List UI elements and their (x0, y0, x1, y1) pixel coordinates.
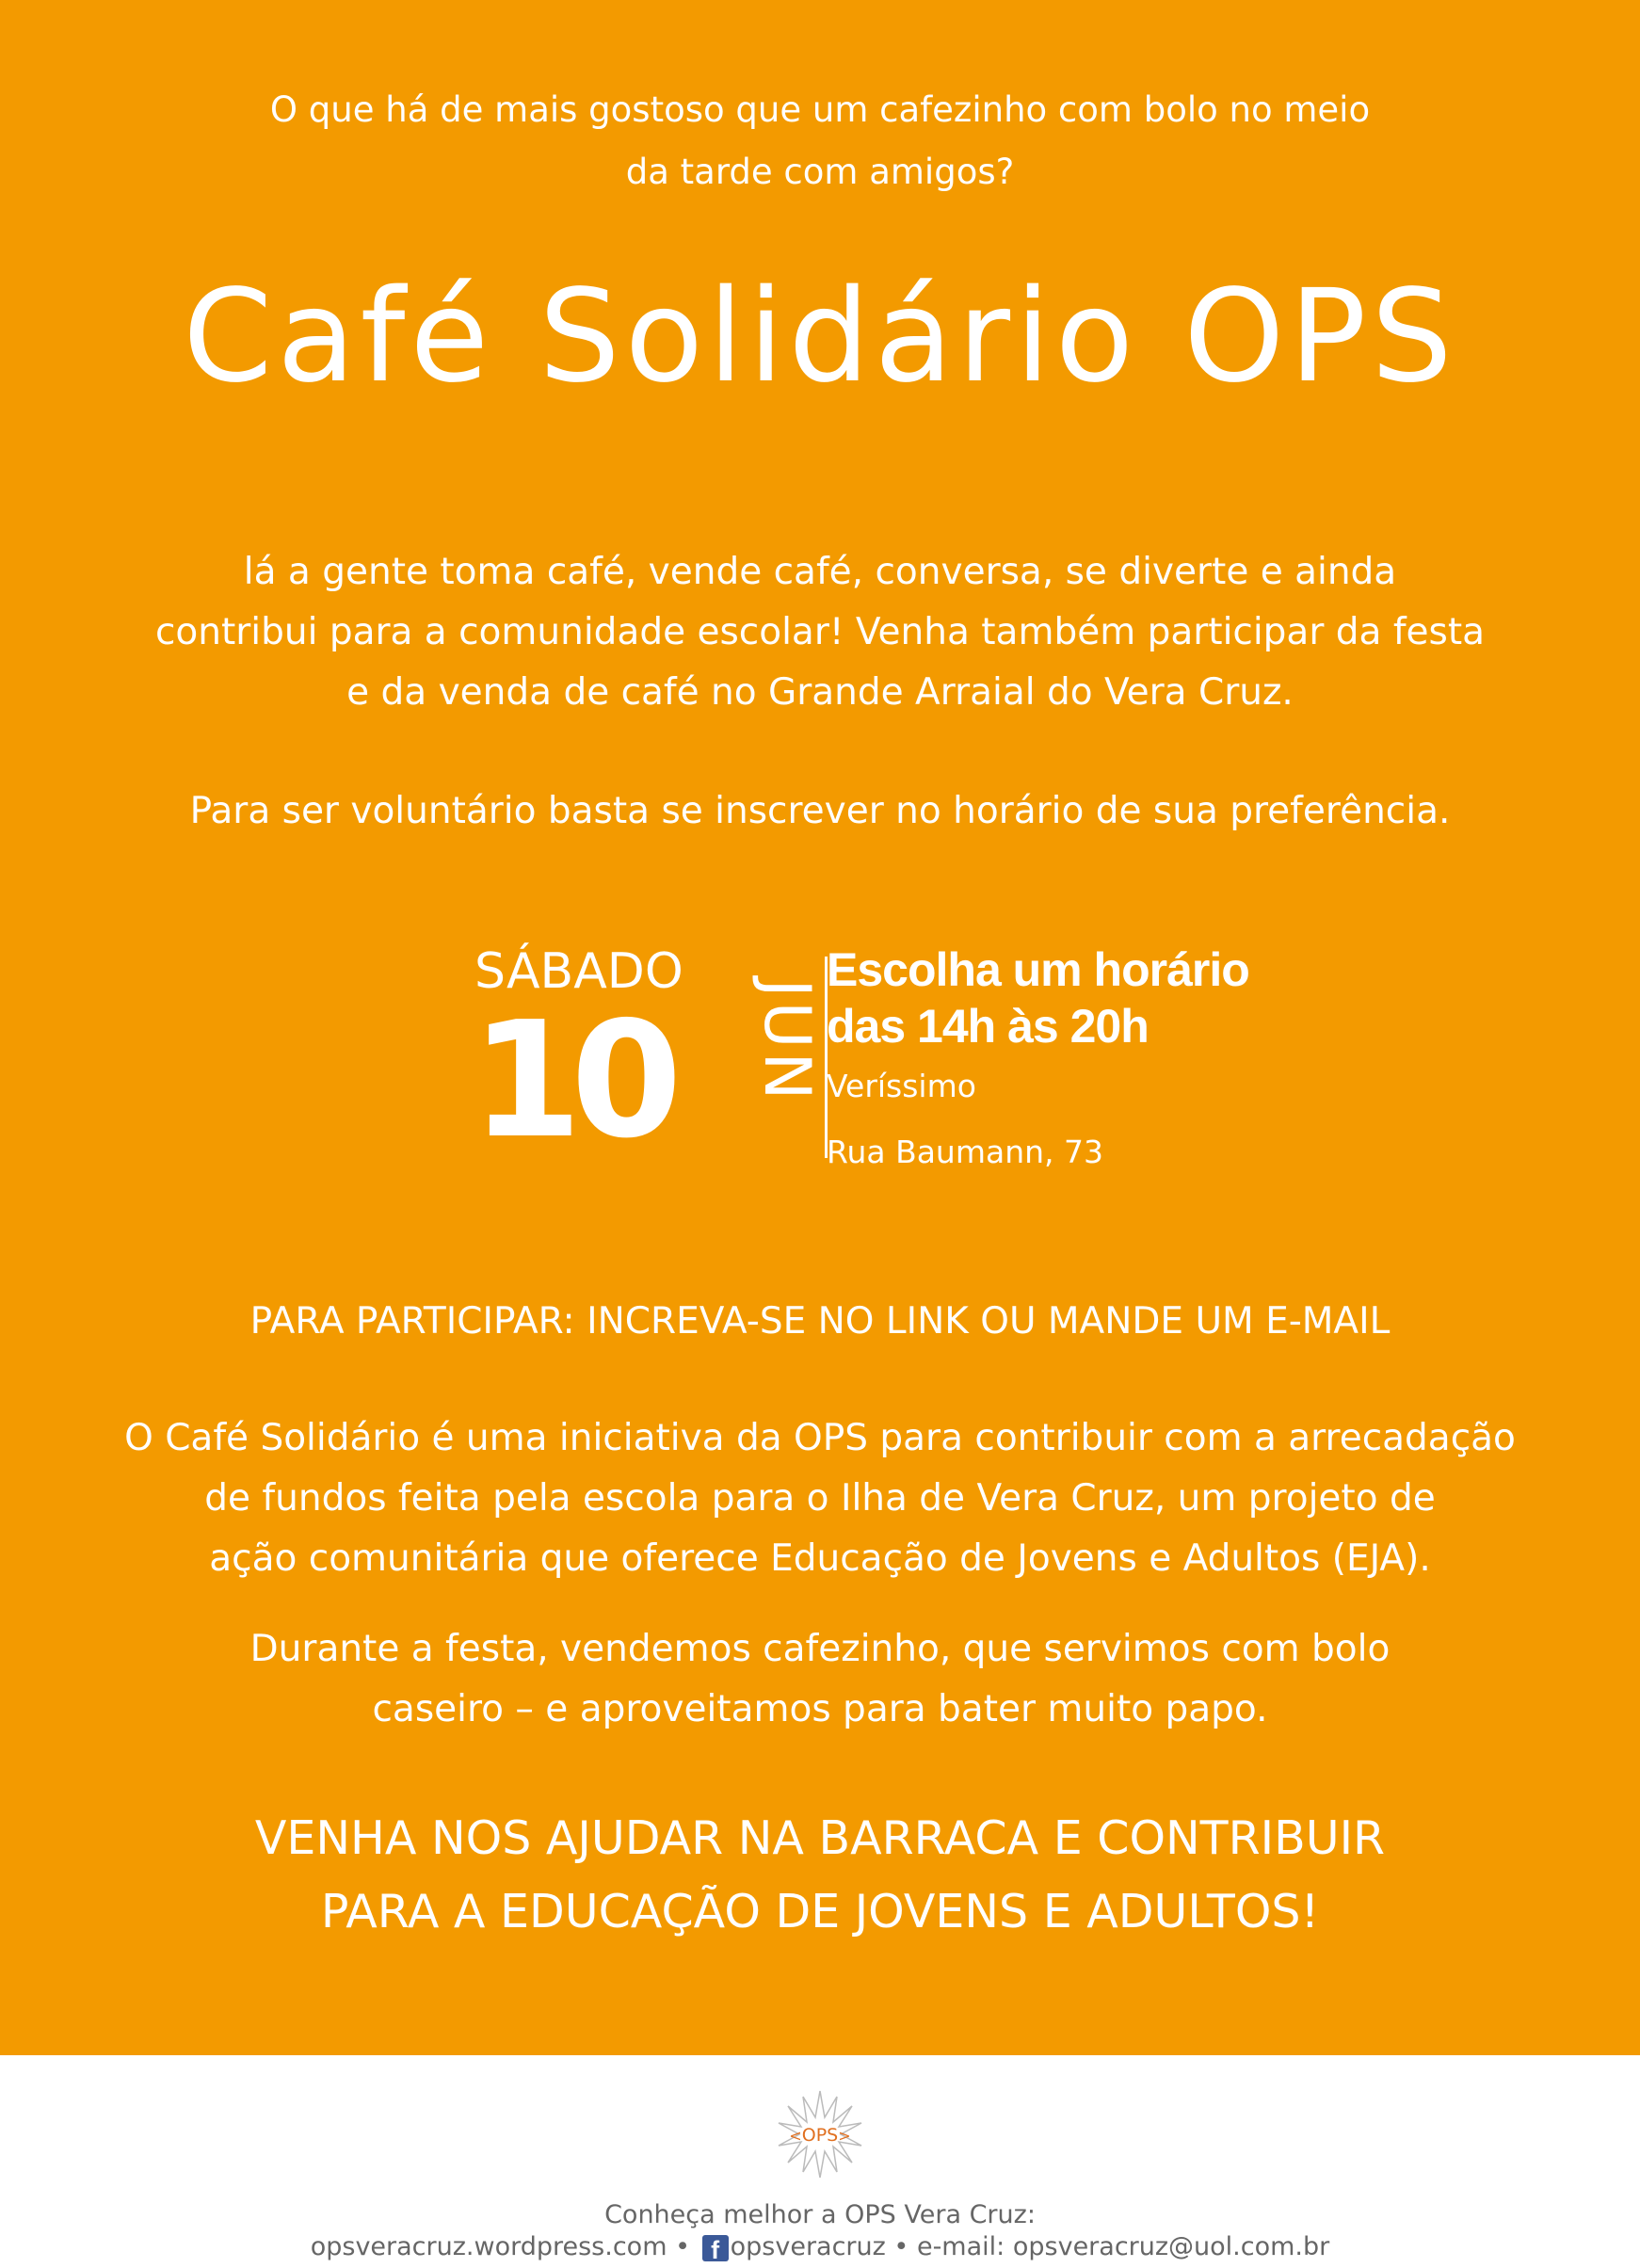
during-text (0, 1619, 1640, 1740)
help-call-to-action (0, 1802, 1640, 1949)
email-label: e-mail: (916, 2232, 1005, 2261)
intro-line: O que há de mais gostoso que um cafezinho com bolo no meio (269, 89, 1371, 130)
page-title: Café Solidário OPS (183, 263, 1457, 411)
intro-line: da tarde com amigos? (625, 152, 1015, 192)
event-day: 10 (471, 988, 671, 1174)
facebook-icon: f (702, 2235, 729, 2261)
email-link[interactable]: opsveracruz@uol.com.br (1012, 2232, 1330, 2261)
ops-logo-right-chevron-icon: > (838, 2127, 851, 2145)
ops-logo-left-chevron-icon: < (789, 2127, 802, 2145)
ops-logo (775, 2089, 865, 2180)
intro-text (0, 79, 1640, 203)
about-line: ação comunitária que oferece Educação de Jovens e Adultos (EJA). (209, 1537, 1431, 1580)
help-line: PARA A EDUCAÇÃO DE JOVENS E ADULTOS! (320, 1885, 1320, 1938)
description-line: lá a gente toma café, vende café, conversa, se diverte e ainda (243, 551, 1397, 593)
footer-separator: • (893, 2232, 909, 2261)
description (0, 542, 1640, 723)
volunteer-text: Para ser voluntário basta se inscrever no horário de sua preferência. (189, 790, 1451, 832)
website-link[interactable]: opsveracruz.wordpress.com (310, 2232, 667, 2261)
ops-logo-text: OPS (801, 2125, 839, 2146)
description-line: contribui para a comunidade escolar! Venha também participar da festa (154, 611, 1486, 653)
event-place: Veríssimo (827, 1068, 976, 1104)
event-choose-time: Escolha um horário (827, 943, 1249, 996)
event-month: JUN (749, 978, 824, 1104)
during-line: Durante a festa, vendemos cafezinho, que servimos com bolo (249, 1628, 1391, 1670)
footer-know-more: Conheça melhor a OPS Vera Cruz: (604, 2200, 1036, 2229)
about-line: de fundos feita pela escola para o Ilha de Vera Cruz, um projeto de (204, 1477, 1436, 1520)
description-line: e da venda de café no Grande Arraial do Vera Cruz. (346, 671, 1294, 714)
event-address: Rua Baumann, 73 (827, 1134, 1104, 1170)
event-info (827, 941, 1354, 1171)
event-time-range: das 14h às 20h (827, 1000, 1149, 1053)
during-line: caseiro – e aproveitamos para bater muito papo. (372, 1688, 1268, 1730)
facebook-link[interactable]: opsveracruz (730, 2232, 886, 2261)
event-weekday: SÁBADO (474, 943, 683, 1000)
about-line: O Café Solidário é uma iniciativa da OPS para contribuir com a arrecadação (124, 1417, 1516, 1459)
about-text (0, 1408, 1640, 1589)
help-line: VENHA NOS AJUDAR NA BARRACA E CONTRIBUIR (254, 1811, 1386, 1865)
footer-separator: • (675, 2232, 691, 2261)
footer-links (0, 2229, 1640, 2265)
participate-heading: PARA PARTICIPAR: INCREVA-SE NO LINK OU MANDE UM E-MAIL (249, 1300, 1391, 1343)
